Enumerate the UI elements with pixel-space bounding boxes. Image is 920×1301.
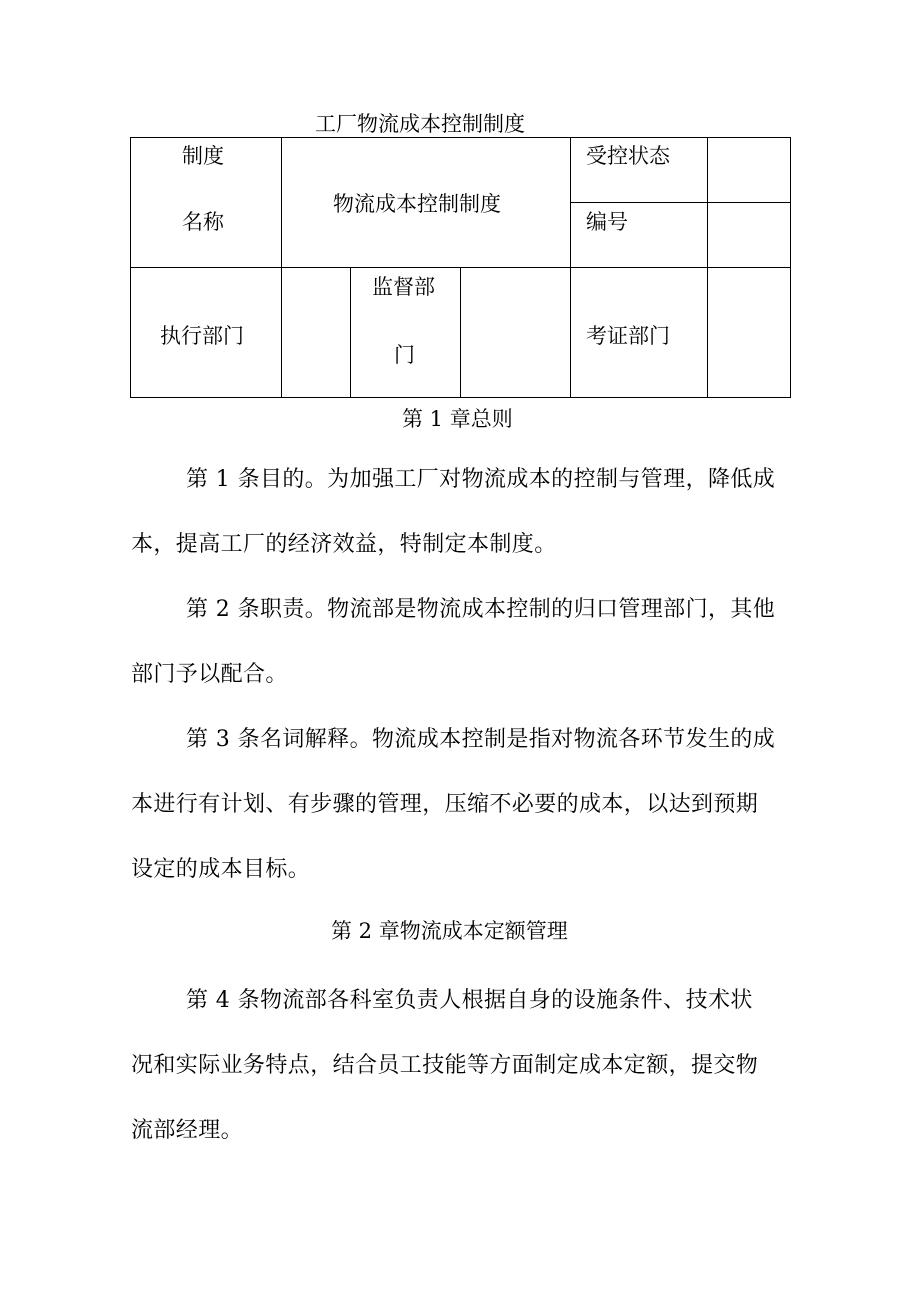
system-name-label-line2: 名称 bbox=[182, 210, 224, 234]
document-number-label: 编号 bbox=[586, 210, 628, 234]
supervise-dept-label-line1: 监督部 bbox=[372, 275, 435, 299]
supervise-dept-label-line2: 门 bbox=[394, 343, 415, 367]
chapter-2-heading: 第 2 章物流成本定额管理 bbox=[331, 919, 568, 943]
paragraph-line: 流部经理。 bbox=[131, 1118, 244, 1143]
paragraph-line: 况和实际业务特点，结合员工技能等方面制定成本定额，提交物 bbox=[131, 1053, 759, 1078]
control-status-label: 受控状态 bbox=[586, 144, 670, 168]
paragraph-line: 第 2 条职责。物流部是物流成本控制的归口管理部门，其他 bbox=[186, 597, 776, 622]
paragraph-line: 部门予以配合。 bbox=[131, 662, 288, 687]
system-name-label-line1: 制度 bbox=[182, 144, 224, 168]
paragraph-line: 第 1 条目的。为加强工厂对物流成本的控制与管理，降低成 bbox=[186, 467, 776, 492]
paragraph-line: 第 3 条名词解释。物流成本控制是指对物流各环节发生的成 bbox=[186, 727, 776, 752]
system-name-value: 物流成本控制制度 bbox=[333, 192, 501, 216]
paragraph-line: 本，提高工厂的经济效益，特制定本制度。 bbox=[131, 532, 557, 557]
verify-dept-label: 考证部门 bbox=[586, 324, 670, 348]
paragraph-line: 设定的成本目标。 bbox=[131, 857, 311, 882]
paragraph-line: 第 4 条物流部各科室负责人根据自身的设施条件、技术状 bbox=[186, 988, 753, 1013]
document-title: 工厂物流成本控制制度 bbox=[315, 112, 525, 136]
chapter-1-heading: 第 1 章总则 bbox=[402, 407, 513, 431]
exec-dept-label: 执行部门 bbox=[160, 324, 244, 348]
paragraph-line: 本进行有计划、有步骤的管理，压缩不必要的成本，以达到预期 bbox=[131, 792, 759, 817]
